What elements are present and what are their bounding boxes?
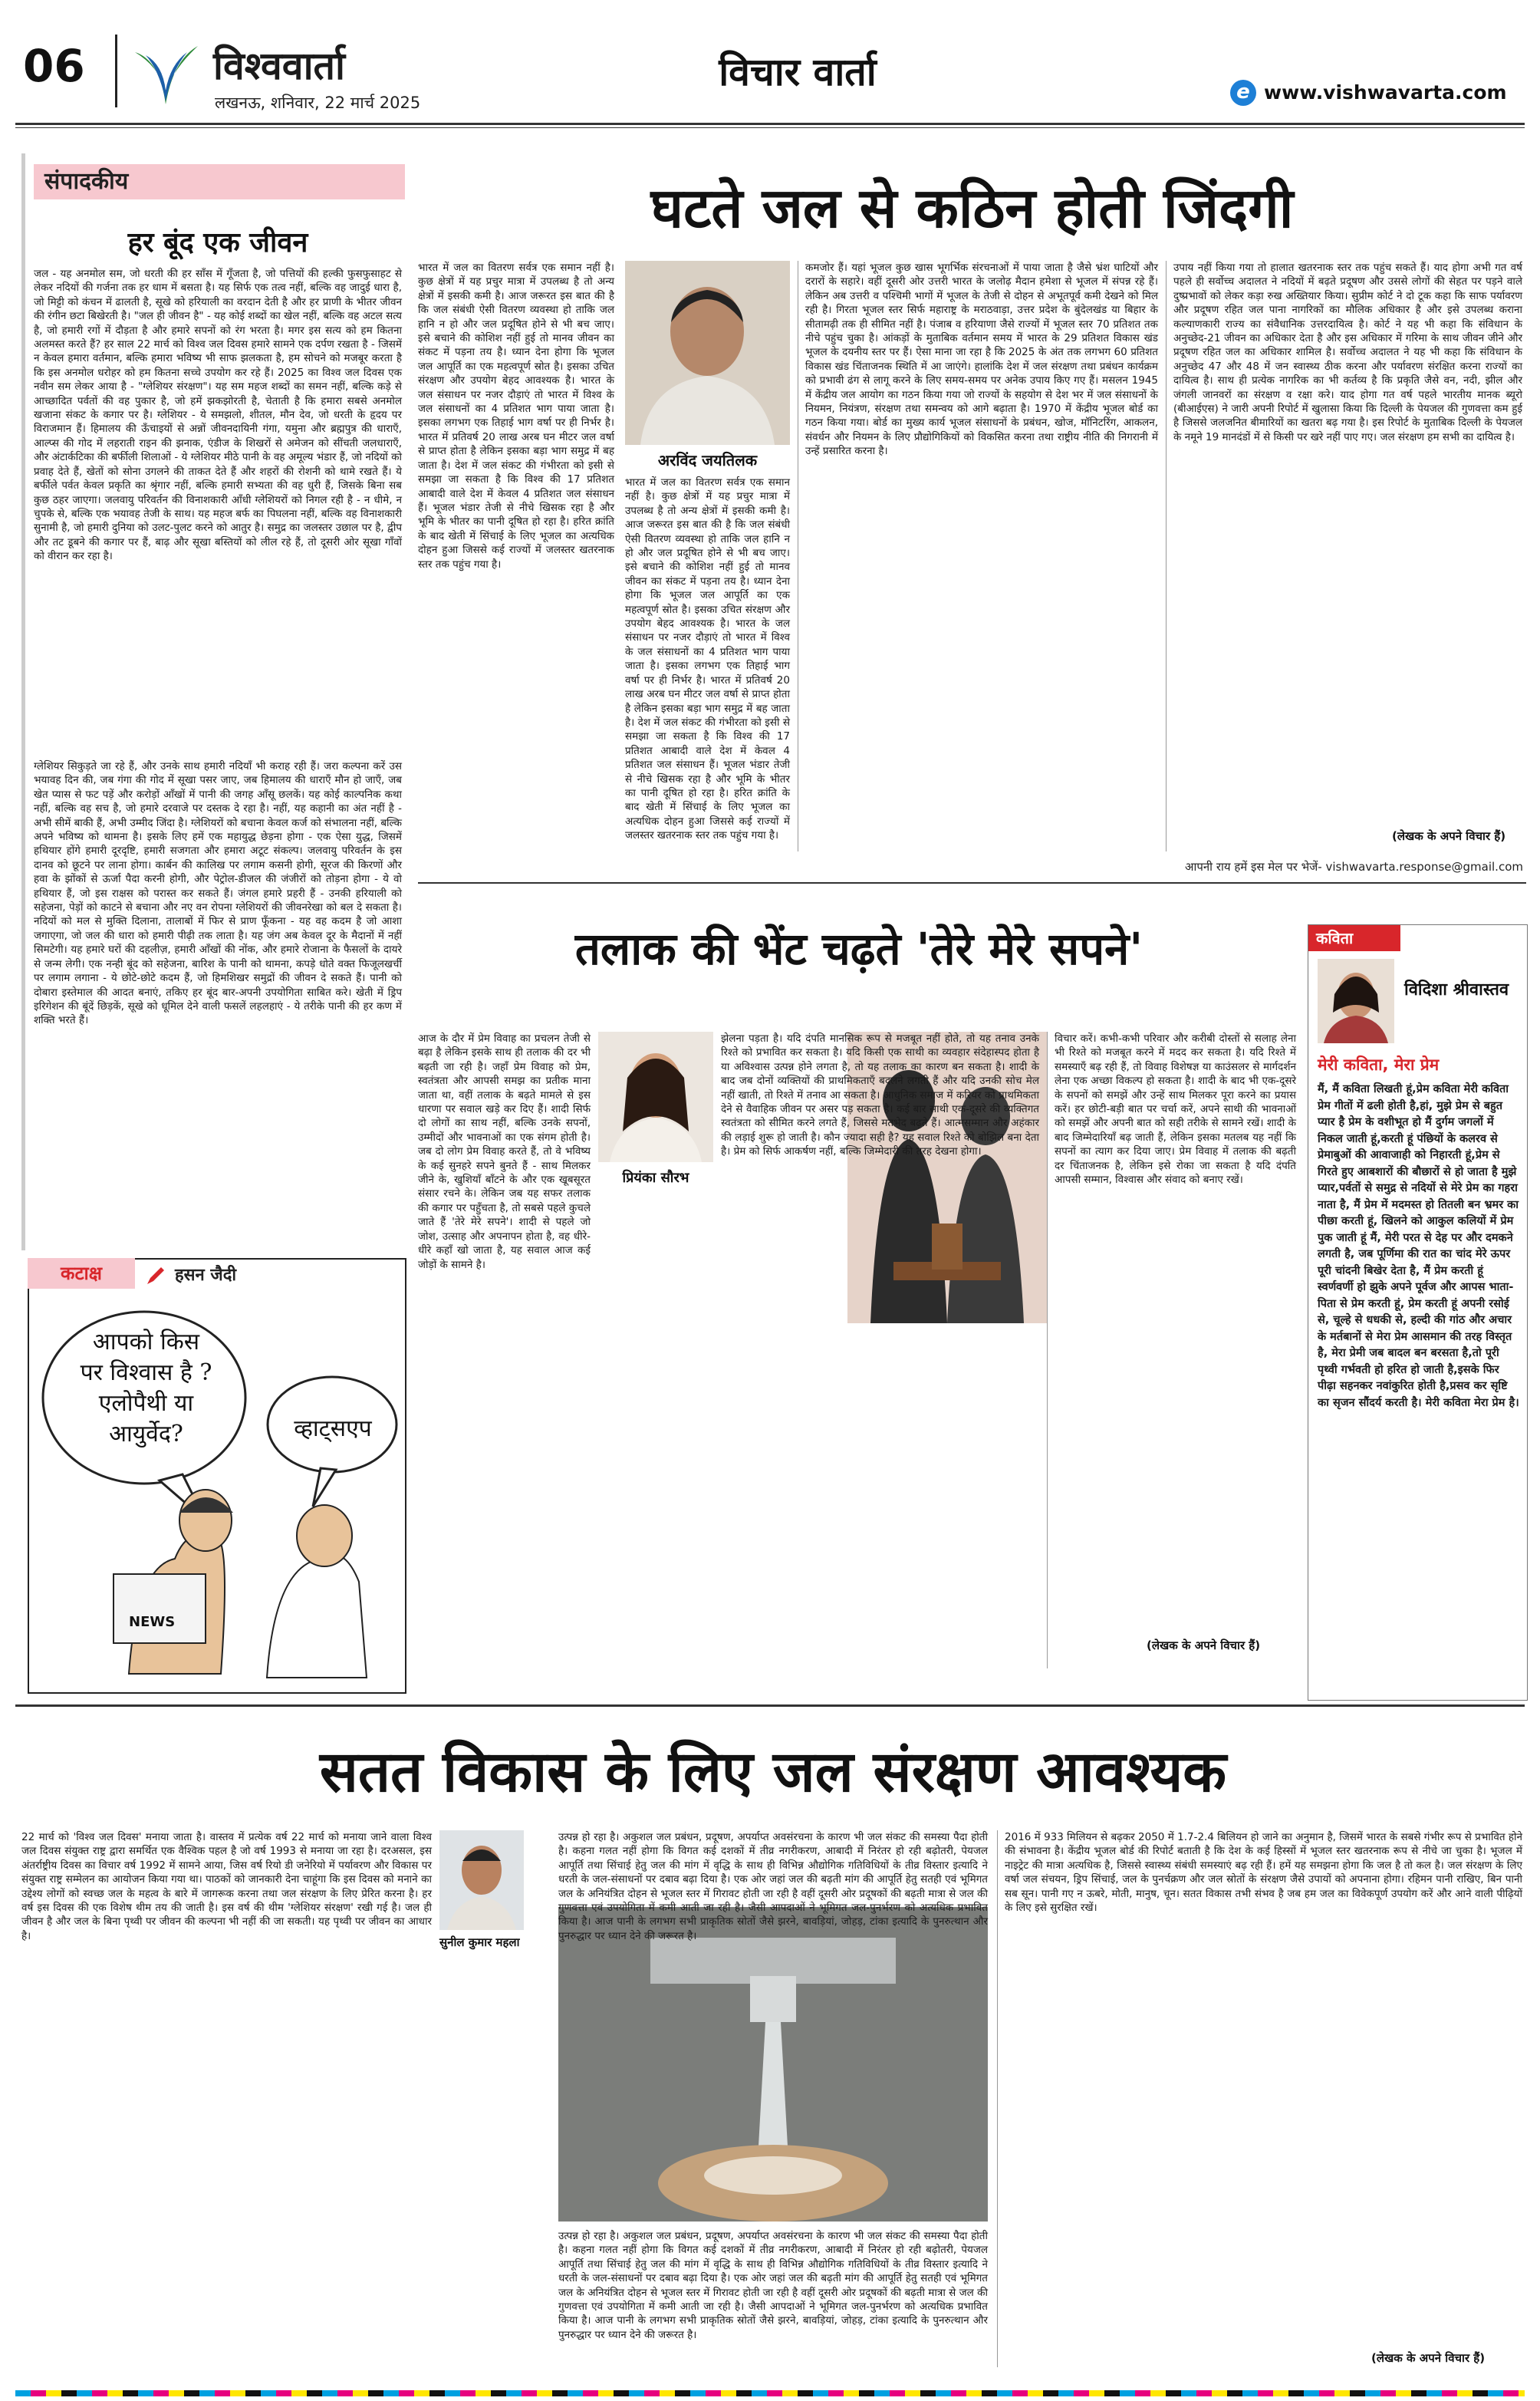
article1-col1b: भारत में जल का वितरण सर्वत्र एक समान नहीं है। कुछ क्षेत्रों में यह प्रचुर मात्रा में उपलब्ध है तो अन्य क्षेत्रों में इसकी कमी है। आज जरूरत इस बात की है कि जल संबंधी ऐसी वितरण व्यवस्था हो ताकि जल हानि न हो और जल प्रदूषित होने से भी बच जाए। इसे बचाने की कोशिश नहीं हुई तो मानव जीवन का संकट में पड़ना तय है। ध्यान देना होगा कि भूजल जल आपूर्ति का एक महत्वपूर्ण स्रोत है। इसका उचित संरक्षण और उपयोग बेहद आवश्यक है। भारत के जल संसाधन पर नजर दौड़ाएं तो भारत में विश्व के जल संसाधनों का 4 प्रतिशत भाग पाया जाता है। इसका लगभग एक तिहाई भाग वर्षा पर ही निर्भर है। भारत में प्रतिवर्ष 20 लाख अरब घन मीटर जल वर्षा से प्राप्त होता है लेकिन इसका बड़ा भाग समुद्र में बह जाता है। देश में जल संकट की गंभीरता को इसी से समझा जा सकता है कि विश्व की 17 प्रतिशत आबादी वाले देश में केवल 4 प्रतिशत जल संसाधन हैं। भूजल भंडार तेजी से नीचे खिसक रहा है और भूमि के भीतर का पानी दूषित हो रहा है। हरित क्रांति के बाद खेती में सिंचाई के लिए भूजल का अत्यधिक दोहन हुआ जिससे कई राज्यों में जलस्तर खतरनाक स्तर तक पहुंच गया है। xyxy=(625,476,790,842)
poet-photo xyxy=(1318,959,1394,1043)
cartoon-newspaper-label: NEWS xyxy=(129,1614,176,1630)
browser-icon: e xyxy=(1230,80,1256,106)
article2-col3: विचार करें। कभी-कभी परिवार और करीबी दोस्तों से सलाह लेना भी रिश्ते को मजबूत करने में मदद कर सकता है। यदि रिश्ते में समस्याएँ बढ़ रही हैं, तो विवाह विशेषज्ञ या काउंसलर से मार्गदर्शन लेना एक अच्छा विकल्प हो सकता है। शादी के बाद भी एक-दूसरे के सपनों को समझें और उन्हें साथ मिलकर पूरा करने का प्रयास करें। हर छोटी-बड़ी बात पर चर्चा करें, अपने साथी की भावनाओं को समझें और अपनी बात को सही तरीके से सामने रखें। शादी के बाद जिम्मेदारियाँ बढ़ जाती हैं, लेकिन इसका मतलब यह नहीं कि सपनों का त्याग कर दिया जाए। प्रेम विवाह में तलाक की बढ़ती दर चिंताजनक है, लेकिन इसे रोका जा सकता है यदि दंपति आपसी सम्मान, विश्वास और संवाद को बनाए रखें। xyxy=(1055,1033,1296,1187)
author-photo xyxy=(439,1830,524,1930)
article3-photo xyxy=(558,1907,988,2222)
article3-col2b: उत्पन्न हो रहा है। अकुशल जल प्रबंधन, प्रदूषण, अपर्याप्त अवसंरचना के कारण भी जल संकट की समस्या पैदा होती है। कहना गलत नहीं होगा कि विगत कई दशकों में तीव्र नगरीकरण, आबादी में निरंतर हो रही बढ़ोतरी, पेयजल आपूर्ति तथा सिंचाई हेतु जल की मांग में वृद्धि के साथ ही विभिन्न औद्योगिक गतिविधियों के तीव्र विस्तार इत्यादि ने धरती के जल-संसाधनों पर दबाव बढ़ा दिया है। एक ओर जहां जल की बढ़ती मांग की आपूर्ति हेतु सतही एवं भूमिगत जल के अनियंत्रित दोहन से भूजल स्तर में गिरावट होती जा रही है वहीं दूसरी ओर प्रदूषकों की बढ़ती मात्रा से जल की गुणवत्ता एवं उपयोगिता में कमी आती जा रही है। जैसी आपदाओं ने भूमिगत जल-पुनर्भरण को अत्यधिक प्रभावित किया है। आज पानी के लगभग सभी प्राकृतिक स्रोतों जैसे झरने, बावड़ियां, जोहड़, टांका इत्यादि के पुनरुत्थान और पुनरुद्धार पर ध्यान देने की जरूरत है। xyxy=(558,2230,988,2341)
article1-footer-note[interactable]: आपनी राय हमें इस मेल पर भेजें- vishwavarta.response@gmail.com xyxy=(1185,860,1523,874)
article3-author: सुनील कुमार महला xyxy=(439,1935,520,1949)
svg-text:V: V xyxy=(157,58,174,81)
cartoon-artist: हसन जैदी xyxy=(175,1266,237,1285)
paper-name: विश्ववार्ता xyxy=(213,44,345,88)
poem-section xyxy=(1308,924,1528,1701)
article-water-scarcity xyxy=(418,153,1526,882)
article-water-conservation xyxy=(21,1708,1525,2390)
article3-signoff: (लेखक के अपने विचार हैं) xyxy=(1371,2351,1486,2365)
author-photo xyxy=(625,261,790,445)
section-title: विचार वार्ता xyxy=(719,50,877,94)
pen-icon xyxy=(144,1264,167,1287)
cartoon-panel xyxy=(28,1258,406,1694)
article2-author: प्रियंका सौरभ xyxy=(622,1170,689,1186)
poet-name: विदिशा श्रीवास्तव xyxy=(1404,980,1509,1000)
article1-headline: घटते जल से कठिन होती जिंदगी xyxy=(650,176,1294,240)
page-number: 06 xyxy=(23,40,85,92)
poem-label: कविता xyxy=(1308,925,1400,951)
editorial-body-continued: ग्लेशियर सिकुड़ते जा रहे हैं, और उनके साथ हमारी नदियाँ भी कराह रही हैं। जरा कल्पना करें उस भयावह दिन की, जब गंगा की गोद में सूखा पसर जाए, जब हिमालय की धाराएँ मौन हो जाएँ, जब खेत प्यास से फट पड़ें और करोड़ों आँखों में पानी की जगह आँसू छलकें। यह कोई काल्पनिक कथा नहीं, बल्कि वह सच है, जो हमारे दरवाजे पर दस्तक दे रहा है। नहीं, यह कहानी का अंत नहीं है - अभी सीमें बाकी हैं, अभी उम्मीद जिंदा है। ग्लेशियरों को बचाना केवल कर्ज को संभालना नहीं, बल्कि अपने भविष्य को थामना है। इसके लिए हमें एक महायुद्ध छेड़ना होगा - एक ऐसा युद्ध, जिसमें हथियार होंगे हमारी दूरदृष्टि, हमारी सजगता और हमारा अटूट संकल्प। जलवायु परिवर्तन के इस दानव को छूटने पर लाना होगा। कार्बन की कालिख पर लगाम कसनी होगी, सूरज की किरणों और हवा के झोंकों से ऊर्जा पैदा करनी होगी, और पेट्रोल-डीजल की जंजीरों को तोड़ना होगा - ये वो हथियार हैं, जो इस राक्षस को परास्त कर सकते हैं। जंगल हमारे प्रहरी हैं - उनकी हरियाली को सहेजना, पेड़ों को काटने से बचाना और नए वन रोपना ग्लेशियरों की जीवनरेखा को बल दे सकता है। नदियों को मल से मुक्ति दिलाना, तालाबों में फिर से प्राण फूँकना - यह वह कदम है जो आशा जगाएगा, जो जल की धारा को हमारी पीढ़ी तक लाता है। यह जंग अब केवल दूर के मैदानों में नहीं सिमटेगी। यह हमारे घरों की दहलीज़, हमारी आँखों की नोंक, और हमारे रोजाना के फैसलों के दायरे से जन्म लेगी। एक नन्ही बूंद को सहेजना, बारिश के पानी को थामना, कपड़े धोते वक्त फिजूलखर्ची पर लगाम लगाना - ये छोटे-छोटे कदम हैं, जो हिमशिखर समुद्रों की जीवन दे सकते हैं। पानी को दोबारा इस्तेमाल की आदत बनाएं, तकिए हर बूंद बार-अपनी उपयोगिता साबित करे। खेती में ड्रिप इरिगेशन की बूंदें छिड़कें, सूखे को धूमिल देने वाली फसलें लहलहाएं - ये तरीके पानी की हर कण में शक्ति भरते हैं। xyxy=(34,760,403,1027)
editorial-body: जल - यह अनमोल सम, जो धरती की हर साँस में गूँजता है, जो पत्तियों की हल्की फुसफुसाहट से लेकर नदियों की गर्जना तक हर धाम में बसता है। यह सिर्फ एक तत्व नहीं, बल्कि वह जादुई धारा है, जो मिट्टी को कंचन में ढालती है, सूखे को हरियाली का वरदान देती है और हर प्राणी के भीतर जीवन की रंगीन छटा बिखेरती है। "जल ही जीवन है" - यह कोई शब्दों का खेल नहीं, बल्कि वह अटल सत्य है, जो हमारी रगों में दौड़ता है और हमारे सपनों को रंग भरता है। मगर इस सत्य को हम कितना अलमस्त करते हैं? हर साल 22 मार्च को विश्व जल दिवस हमारे सामने एक दर्पण रखता है - जिसमें न केवल हमारा वर्तमान, बल्कि हमारा भविष्य भी साफ झलकता है, हम सोचने को मजबूर करता है कि इस अनमोल धरोहर को हम कितना सच्चे उपयोग कर रहे हैं। 2025 का विश्व जल दिवस एक नवीन सम लेकर आया है - "ग्लेशियर संरक्षण"। यह सम महज शब्दों का समन नहीं, बल्कि कड़े से आच्छादित पर्वतों की वह पुकार है, जो हमें झकझोरती है, चेताती है कि हमारा सबसे अनमोल खजाना संकट के कगार पर है। ग्लेशियर - ये समझलो, शीतल, मौन देव, जो धरती के हृदय पर विराजमान हैं। हिमालय की ऊँचाइयों से अन्नों जीवनदायिनी गंगा, यमुना और ब्रह्मपुत्र की धाराएँ, आल्प्स की गोद में लहराती राइन की झनाक, एंडीज के शिखरों से अमेजन को सींचती जलधाराएँ, और अंटार्कटिका की बर्फीली शिलाओं - ये ग्लेशियर मीठे पानी के वह अमूल्य भंडार हैं, जो नदियों को प्रवाह देते हैं, खेतों को सोना उगलने की ताकत देते हैं और शहरों की रोशनी को थामे रखते हैं। ये बर्फीले पर्वत केवल प्रकृति का श्रृंगार नहीं, बल्कि हमारी सभ्यता की वह धुरी हैं, जिसके बिना सब कुछ ठहर जाएगा। जलवायु परिवर्तन की विनाशकारी आँधी ग्लेशियरों को निगल रही है - न धीमे, न चुपके से, बल्कि एक भयावह तेजी के साथ। यह महज बर्फ का पिघलना नहीं, बल्कि वह विनाशकारी सुनामी है, जो हमारी दुनिया को उलट-पुलट करने को आतुर है। समुद्र का जलस्तर उछाल पर है, द्वीप और तट डूबने की कगार पर हैं, बाढ़ और सूखा बस्तियों को लील रहे हैं, तो दूसरी ओर सूखा गाँवों को वीरान कर रहा है। xyxy=(34,268,402,563)
cartoon-label: कटाक्ष xyxy=(28,1258,135,1289)
article1-col2: कमजोर हैं। यहां भूजल कुछ खास भूगर्भिक संरचनाओं में पाया जाता है जैसे भ्रंश घाटियों और दरारों के सहारे। वहीं दूसरी ओर उत्तरी भारत के जलोढ़ मैदान हमेशा से भूजल में संपन्न रहे हैं। लेकिन अब उत्तरी व पश्चिमी भागों में भूजल के तेजी से दोहन से अभूतपूर्व कमी देखने को मिल रही है। गिरता भूजल स्तर सिर्फ महाराष्ट्र के मराठवाड़ा, उत्तर प्रदेश के बुंदेलखंड या बिहार के सीतामढ़ी तक ही सीमित नहीं है। पंजाब व हरियाणा जैसे राज्यों में भूजल स्तर 70 प्रतिशत तक नीचे पहुंच चुका है। आंकड़ों के मुताबिक वर्तमान समय में भारत के 29 प्रतिशत विकास खंड भूजल के दयनीय स्तर पर हैं। ऐसा माना जा रहा है कि 2025 के अंत तक लगभग 60 प्रतिशत विकास खंड चिंताजनक स्थिति में आ जाएंगे। हालांकि देश में जल संरक्षण तथा प्रबंधन कार्यक्रम को प्रभावी ढंग से लागू करने के लिए समय-समय पर अनेक उपाय किए गए हैं। मसलन 1945 में केंद्रीय जल आयोग का गठन किया गया जो राज्यों के सहयोग से देश भर में जल संसाधनों के नियमन, नियंत्रण, संरक्षण तथा समन्वय को आगे बढ़ाता है। 1970 में केंद्रीय भूजल बोर्ड का गठन किया गया। बोर्ड का मुख्य कार्य भूजल संसाधनों के प्रबंधन, खोज, मॉनिटरिंग, आकलन, संवर्धन और नियमन के लिए प्रौद्योगिकियों को विकसित करना तथा राष्ट्रीय नीति की निगरानी में उन्हें प्रसारित करना है। xyxy=(805,262,1158,458)
article-divorce xyxy=(418,886,1300,1699)
print-color-bar xyxy=(15,2390,1525,2396)
website-link[interactable]: www.vishwavarta.com xyxy=(1264,81,1507,104)
cartoon-bubble-text-2: व्हाट्सएप xyxy=(294,1415,372,1442)
dateline: लखनऊ, शनिवार, 22 मार्च 2025 xyxy=(215,94,421,112)
editorial-label: संपादकीय xyxy=(34,164,405,199)
article1-author: अरविंद जयतिलक xyxy=(657,451,758,469)
article3-headline: सतत विकास के लिए जल संरक्षण आवश्यक xyxy=(319,1739,1227,1805)
article2-col2: झेलना पड़ता है। यदि दंपति मानसिक रूप से मजबूत नहीं होते, तो यह तनाव उनके रिश्ते को प्रभावित कर सकता है। यदि किसी एक साथी का व्यवहार संदेहास्पद होता है या अविश्वास उत्पन्न होने लगता है, तो यह तलाक का कारण बन सकता है। शादी के बाद जब दोनों व्यक्तियों की प्राथमिकताएँ बदलने लगती हैं और यदि उनकी सोच मेल नहीं खाती, तो रिश्ते में तनाव आ सकता है। आधुनिक समाज में करियर को प्राथमिकता देने से वैवाहिक जीवन पर असर पड़ सकता है। कई बार साथी एक-दूसरे की व्यक्तिगत स्वतंत्रता को सीमित करने लगते हैं, जिससे मतभेद बढ़ते हैं। आत्मसम्मान और अहंकार की लड़ाई शुरू हो जाती है। कौन ज्यादा सही है? यह सवाल रिश्ते को बोझिल बना देता है। प्रेम को सिर्फ आकर्षण नहीं, बल्कि जिम्मेदारी की तरह देखना होगा। xyxy=(721,1033,1039,1158)
article2-signoff: (लेखक के अपने विचार हैं) xyxy=(1147,1639,1261,1652)
article2-headline: तलाक की भेंट चढ़ते 'तेरे मेरे सपने' xyxy=(574,923,1143,975)
article1-col3: उपाय नहीं किया गया तो हालात खतरनाक स्तर तक पहुंच सकते हैं। याद होगा अभी गत वर्ष पहले ही सर्वोच्च अदालत ने नदियों में बढ़ते प्रदूषण और उससे लोगों की सेहत पर पड़ने वाले दुष्प्रभावों को लेकर कड़ा रुख अख्तियार किया। सुप्रीम कोर्ट ने दो टूक कहा कि साफ पर्यावरण और प्रदूषण रहित जल पाना नागरिकों का मौलिक अधिकार है और इसे उपलब्ध कराना कल्याणकारी राज्य का संवैधानिक उत्तरदायित्व है। कोर्ट ने यह भी कहा कि संविधान के अनुच्छेद-21 जीवन का अधिकार देता है और इस अधिकार में गरिमा के साथ जीवन जीने और प्रदूषण रहित जल का अधिकार शामिल है। सर्वोच्च अदालत ने यह भी कहा कि संविधान के अनुच्छेद 47 और 48 में जन स्वास्थ्य ठीक करना और पर्यावरण संरक्षित करना राज्यों का दायित्व है। साथ ही प्रत्येक नागरिक का भी कर्तव्य है कि प्रकृति जैसे वन, नदी, झील और जंगली जानवरों का संरक्षण व रक्षा करे। याद होगा गत वर्ष पहले भारतीय मानक ब्यूरो (बीआईएस) ने जारी अपनी रिपोर्ट में खुलासा किया कि दिल्ली के पेयजल की गुणवत्ता कम हुई है जिससे जलजनित बीमारियों का खतरा बढ़ गया है। इस रिपोर्ट के मुताबिक दिल्ली के पेयजल के नमूने 19 मानदंडों में से किसी पर खरे नहीं पाए गए। जल संरक्षण हम सभी का दायित्व है। xyxy=(1173,262,1522,443)
poem-body: मैं, मैं कविता लिखती हूं,प्रेम कविता मेरी कविता प्रेम गीतों में ढली होती है,हां, मुझे प्रेम से बहुत प्यार है प्रेम के वशीभूत हो मैं दुर्गम जगलों में निकल जाती हूं,करती हूं पंछियों के कलरव से प्रेमाबुओं की आवाजाही को निहारती हूं,प्रेम से गिरते हुए आबशारों की बौछारों से हो जाता है मुझे प्यार,पर्वतों से समुद्र से नदियों से मेरे प्रेम का गहरा नाता है, मैं प्रेम में मदमस्त हो तितली बन भ्रमर का पीछा करती हूं, खिलने को आकुल कलियों में प्रेम पुक जाती हूं मैं, मेरी परत से देह पर और दमकने लगती है, जब पूर्णिमा की रात का चांद मेरे ऊपर पूरी चांदनी बिखेर देता है, मैं प्रेम करती हूं स्वर्णवर्णी हो झुके अपने पूर्वज और आपस भाता-पिता से प्रेम करती हूं, प्रेम करती हूं अपनी रसोई से, चूल्हे से धधकी से, हल्दी की गांठ और अचार के मर्तबानों से मेरा प्रेम आसमान की तरह विस्तृत है, मेरा प्रेमी जब बादल बन बरसता है,तो पूरी पृथ्वी गर्भवती हो हरित हो जाती है,इसके फिर पीढ़ा सहनकर नवांकुरित होती है,प्रसव कर सृष्टि का सृजन सौंदर्य करती है। मेरी कविता मेरा प्रेम है। xyxy=(1318,1083,1519,1409)
poem-title: मेरी कविता, मेरा प्रेम xyxy=(1318,1056,1440,1074)
article1-signoff: (लेखक के अपने विचार हैं) xyxy=(1392,829,1506,843)
masthead xyxy=(0,0,1540,153)
article3-col3: 2016 में 933 मिलियन से बढ़कर 2050 में 1.7-2.4 बिलियन हो जाने का अनुमान है, जिसमें भारत के सबसे गंभीर रूप से प्रभावित होने की संभावना है। केंद्रीय भूजल बोर्ड की रिपोर्ट बताती है कि देश के कई हिस्सों में भूजल स्तर खतरनाक रूप से नीचे जा चुका है। भूजल में नाइट्रेट की मात्रा अत्यधिक है, जिससे स्वास्थ्य संबंधी समस्याएं बढ़ रही हैं। हमें यह समझना होगा कि जल है तो कल है। जल संरक्षण के लिए वर्षा जल संचयन, ड्रिप सिंचाई, जल के पुनर्चक्रण और जल स्रोतों के संरक्षण जैसे उपायों को अपनाना होगा। रहिमन पानी राखिए, बिन पानी सब सून। पानी गए न ऊबरे, मोती, मानुष, चून। सतत विकास तभी संभव है जब हम जल का विवेकपूर्ण उपयोग करें और आने वाली पीढ़ियों के लिए इसे सुरक्षित रखें। xyxy=(1005,1831,1522,1915)
cartoon-bubble-text-1: आपको किस पर विश्वास है ? एलोपैथी या आयुर्वेद? xyxy=(80,1329,212,1448)
article1-col1: भारत में जल का वितरण सर्वत्र एक समान नहीं है। कुछ क्षेत्रों में यह प्रचुर मात्रा में उपलब्ध है तो अन्य क्षेत्रों में इसकी कमी है। आज जरूरत इस बात की है कि जल संबंधी ऐसी वितरण व्यवस्था हो ताकि जल हानि न हो और जल प्रदूषित होने से भी बच जाए। इसे बचाने की कोशिश नहीं हुई तो मानव जीवन का संकट में पड़ना तय है। ध्यान देना होगा कि भूजल जल आपूर्ति का एक महत्वपूर्ण स्रोत है। इसका उचित संरक्षण और उपयोग बेहद आवश्यक है। भारत के जल संसाधन पर नजर दौड़ाएं तो भारत में विश्व के जल संसाधनों का 4 प्रतिशत भाग पाया जाता है। इसका लगभग एक तिहाई भाग वर्षा पर ही निर्भर है। भारत में प्रतिवर्ष 20 लाख अरब घन मीटर जल वर्षा से प्राप्त होता है लेकिन इसका बड़ा भाग समुद्र में बह जाता है। देश में जल संकट की गंभीरता को इसी से समझा जा सकता है कि विश्व की 17 प्रतिशत आबादी वाले देश में केवल 4 प्रतिशत जल संसाधन हैं। भूजल भंडार तेजी से नीचे खिसक रहा है और भूमि के भीतर का पानी दूषित हो रहा है। हरित क्रांति के बाद खेती में सिंचाई के लिए भूजल का अत्यधिक दोहन हुआ जिससे कई राज्यों में जलस्तर खतरनाक स्तर तक पहुंच गया है। xyxy=(418,262,614,571)
editorial-headline: हर बूंद एक जीवन xyxy=(127,227,308,259)
article2-col1: आज के दौर में प्रेम विवाह का प्रचलन तेजी से बढ़ा है लेकिन इसके साथ ही तलाक की दर भी बढ़ती जा रही है। जहाँ प्रेम विवाह को प्रेम, स्वतंत्रता और आपसी समझ का प्रतीक माना जाता था, वहीं तलाक के बढ़ते मामले से इस धारणा पर सवाल खड़े कर दिए हैं। शादी सिर्फ दो लोगों का साथ नहीं, बल्कि उनके सपनों, उम्मीदों और भावनाओं का एक संगम होती है। जब दो लोग प्रेम विवाह करते हैं, तो वे भविष्य के कई सुनहरे सपने बुनते हैं - साथ मिलकर जीने के, खुशियाँ बाँटने के और एक खूबसूरत संसार रचने के। लेकिन जब यह सफर तलाक की कगार पर पहुँचता है, तो सबसे पहले कुचले जाते हैं 'तेरे मेरे सपने'। शादी से पहले जो जोश, उत्साह और अपनापन होता है, वह धीरे-धीरे कहाँ खो जाता है, यह सवाल आज कई जोड़ों के सामने है। xyxy=(418,1033,591,1271)
article3-col1: 22 मार्च को 'विश्व जल दिवस' मनाया जाता है। वास्तव में प्रत्येक वर्ष 22 मार्च को मनाया जाने वाला विश्व जल दिवस संयुक्त राष्ट्र द्वारा समर्थित एक वैश्विक पहल है जो वर्ष 1993 से मनाया जा रहा है। दरअसल, इस अंतर्राष्ट्रीय दिवस का विचार वर्ष 1992 में सामने आया, जिस वर्ष रियो डी जनेरियो में पर्यावरण और विकास पर संयुक्त राष्ट्र सम्मेलन का आयोजन किया गया था। पाठकों को जानकारी देना चाहूंगा कि इस दिवस को मनाने का उद्देश्य लोगों को स्वच्छ जल के महत्व के बारे में जागरूक करना तथा जल संरक्षण के लिए प्रेरित करना है। हर वर्ष इस दिवस की एक विशेष थीम तय की जाती है। इस वर्ष की थीम 'ग्लेशियर संरक्षण' रखी गई है। जल ही जीवन है और जल के बिना पृथ्वी पर जीवन की कल्पना भी नहीं की जा सकती। यह पृथ्वी पर जीवन का आधार है। xyxy=(21,1831,432,1942)
editorial-section xyxy=(21,153,405,1227)
author-photo xyxy=(598,1032,713,1162)
paper-logo-icon xyxy=(129,37,202,110)
article3-col2: उत्पन्न हो रहा है। अकुशल जल प्रबंधन, प्रदूषण, अपर्याप्त अवसंरचना के कारण भी जल संकट की समस्या पैदा होती है। कहना गलत नहीं होगा कि विगत कई दशकों में तीव्र नगरीकरण, आबादी में निरंतर हो रही बढ़ोतरी, पेयजल आपूर्ति तथा सिंचाई हेतु जल की मांग में वृद्धि के साथ ही विभिन्न औद्योगिक गतिविधियों के तीव्र विस्तार इत्यादि ने धरती के जल-संसाधनों पर दबाव बढ़ा दिया है। एक ओर जहां जल की बढ़ती मांग की आपूर्ति हेतु सतही एवं भूमिगत जल के अनियंत्रित दोहन से भूजल स्तर में गिरावट होती जा रही है वहीं दूसरी ओर प्रदूषकों की बढ़ती मात्रा से जल की गुणवत्ता एवं उपयोगिता में कमी आती जा रही है। जैसी आपदाओं ने भूमिगत जल-पुनर्भरण को अत्यधिक प्रभावित किया है। आज पानी के लगभग सभी प्राकृतिक स्रोतों जैसे झरने, बावड़ियां, जोहड़, टांका इत्यादि के पुनरुत्थान और पुनरुद्धार पर ध्यान देने की जरूरत है। xyxy=(558,1831,988,1942)
